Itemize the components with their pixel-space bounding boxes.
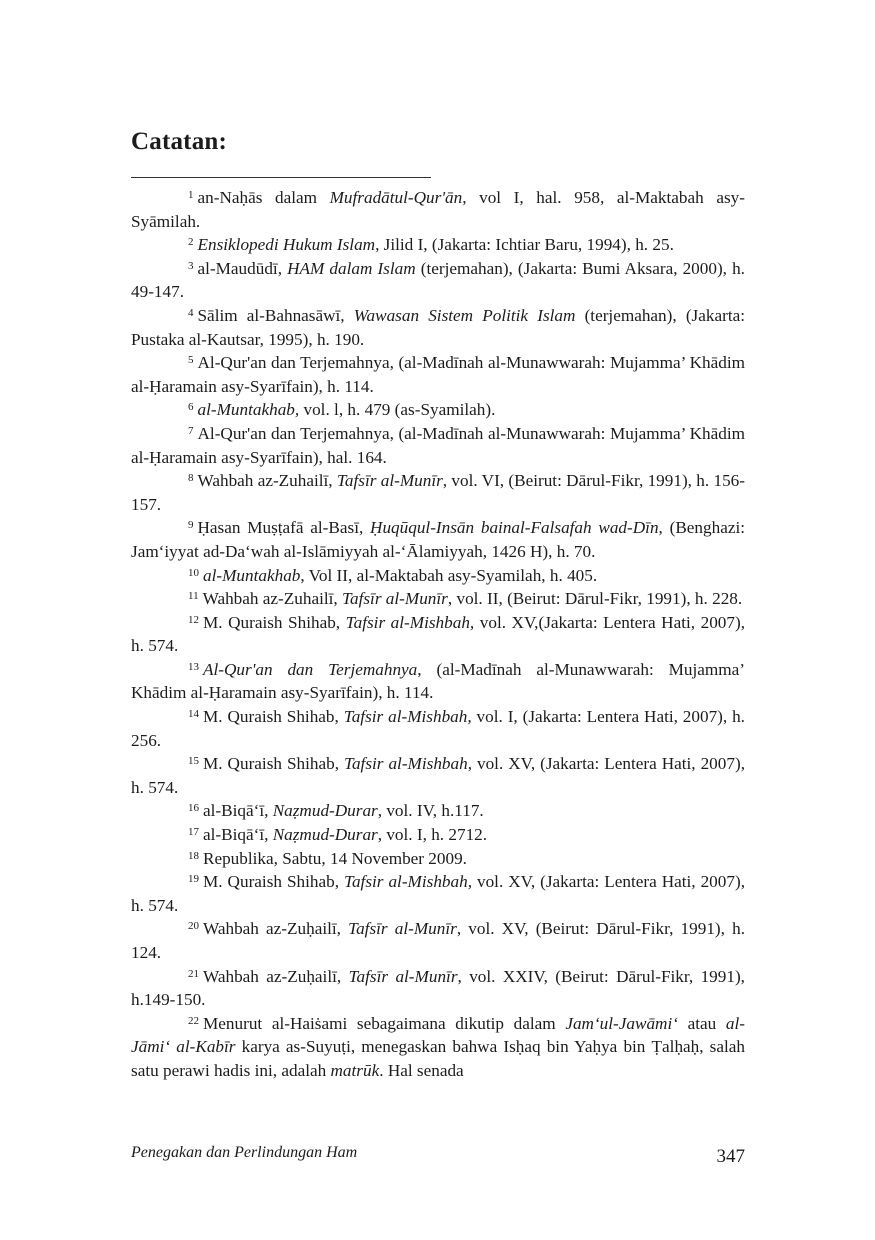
footnote-text: , (Benghazi: Jam‘iyyat ad-Da‘wah al-Islāmiyyah al-‘Ālamiyyah, 1426 H), h. 70. (131, 518, 746, 561)
footnote-number: 16 (188, 802, 199, 815)
footnote-10 (131, 564, 745, 588)
footnote-7 (131, 422, 745, 469)
footnote-21 (131, 965, 745, 1012)
footnote-text: al-Biqā‘ī, (203, 825, 273, 845)
footnote-number: 20 (188, 920, 199, 933)
footnote-text: M. Quraish Shihab, (203, 872, 344, 892)
footnote-title: al-Muntakhab (203, 565, 301, 585)
footnote-text: vol. XV, (Jakarta: Lentera Hati, 2007), h. 574. (131, 754, 745, 797)
footnote-3 (131, 257, 745, 304)
footnote-text: . Hal senada (379, 1060, 464, 1080)
footnote-number: 13 (188, 660, 199, 673)
footnote-text: vol. I, (Jakarta: Lentera Hati, 2007), h. 256. (131, 707, 745, 750)
footnote-title: Tafsir al-Mishbah, (343, 707, 472, 727)
footnote-number: 8 (188, 472, 194, 485)
footnote-text: Ḥasan Muṣṭafā al-Basī, (197, 518, 371, 538)
footnote-19 (131, 870, 745, 917)
footnote-5 (131, 351, 745, 398)
footnote-text: Al-Qur'an dan Terjemahnya, (al-Madīnah al-Munawwarah: Mujamma’ Khādim al-Ḥaramain asy-Syarīfain), hal. 164. (131, 423, 745, 467)
footnote-9 (131, 516, 745, 563)
footnote-number: 14 (188, 708, 199, 721)
footnote-title: al-Jāmi‘ al-Kabīr (131, 1013, 745, 1057)
footnote-text: , vol. I, h. 2712. (377, 825, 488, 845)
footnote-number: 10 (188, 566, 199, 579)
footnote-18 (131, 847, 745, 871)
footnote-text: Wahbah az-Zuhailī, (202, 589, 342, 609)
footnote-title: Wawasan Sistem Politik Islam (353, 305, 576, 325)
footnote-number: 15 (188, 755, 199, 768)
footnote-title: Tafsīr al-Munīr (348, 919, 457, 939)
page-number: 347 (716, 1146, 745, 1167)
footnote-number: 1 (188, 189, 194, 201)
footnote-13 (131, 658, 745, 705)
footnote-title: Tafsir al-Mishbah, (343, 754, 473, 774)
footnote-text: vol. l, h. 479 (as-Syamilah). (299, 400, 496, 420)
footnote-text: vol. XV,(Jakarta: Lentera Hati, 2007), h. 574. (131, 612, 745, 656)
footnote-text: vol. XV, (Jakarta: Lentera Hati, 2007), h. 574. (131, 872, 745, 915)
footnote-number: 7 (188, 424, 194, 437)
footnote-number: 6 (188, 401, 194, 414)
running-title: Penegakan dan Perlindungan Ham (131, 1144, 358, 1161)
footnote-text: atau (677, 1013, 726, 1033)
footnote-title: matrūk (330, 1060, 380, 1080)
footnote-number: 11 (188, 590, 199, 603)
footnote-8 (131, 469, 745, 516)
footnote-separator (131, 177, 431, 178)
footnote-text: , vol. IV, h.117. (377, 801, 484, 821)
footnote-15 (131, 752, 745, 799)
footnote-text: , vol. XXIV, (Beirut: Dārul-Fikr, 1991), h.149-150. (131, 966, 745, 1010)
footnote-text: , vol I, hal. 958, al-Maktabah asy-Syāmilah. (131, 188, 745, 231)
footnote-number: 18 (188, 849, 199, 862)
footnote-text: (terjemahan), (Jakarta: Bumi Aksara, 2000), h. 49-147. (131, 258, 745, 302)
footnote-text: , Vol II, al-Maktabah asy-Syamilah, h. 405. (300, 565, 598, 585)
footnote-number: 19 (188, 873, 199, 886)
footnote-title: Tafsīr al-Munīr (342, 589, 448, 609)
footnote-20 (131, 917, 745, 964)
footnote-number: 12 (188, 613, 199, 626)
footnote-text: al-Maudūdī, (197, 258, 288, 278)
footnote-text: al-Biqā‘ī, (203, 801, 273, 821)
footnote-title: Naẓmud-Durar (272, 825, 378, 845)
footnote-text: , Jilid I, (Jakarta: Ichtiar Baru, 1994), h. 25. (375, 235, 674, 255)
footnote-text: an-Naḥās dalam (197, 188, 330, 207)
footnote-title: Al-Qur'an dan Terjemahnya (203, 659, 418, 679)
footnote-text: (terjemahan), (Jakarta: Pustaka al-Kautsar, 1995), h. 190. (131, 305, 745, 349)
footnote-title: HAM dalam Islam (287, 258, 416, 278)
footnote-11 (131, 587, 745, 611)
footnote-text: M. Quraish Shihab, (203, 707, 344, 727)
footnote-text: , vol. VI, (Beirut: Dārul-Fikr, 1991), h. 156-157. (131, 471, 745, 514)
page-heading: Catatan: (131, 128, 228, 155)
footnote-title: Naẓmud-Durar (272, 801, 378, 821)
footnote-title: Tafsīr al-Munīr (348, 966, 458, 986)
footnote-text: , (al-Madīnah al-Munawwarah: Mujamma’ Khādim al-Ḥaramain asy-Syarīfain), h. 114. (131, 659, 745, 703)
footnote-22 (131, 1012, 745, 1083)
footnote-title: Tafsir al-Mishbah, (345, 612, 475, 632)
footnote-text: Wahbah az-Zuḥailī, (203, 966, 349, 986)
footnote-1 (131, 186, 745, 233)
footnote-title: al-Muntakhab, (197, 400, 300, 420)
footnote-number: 9 (188, 519, 194, 532)
footnote-text: Menurut al-Haiṡami sebagaimana dikutip dalam (203, 1013, 566, 1033)
footnote-text: Wahbah az-Zuhailī, (197, 471, 337, 491)
footnote-title: Mufradātul-Qur'ān (329, 188, 463, 207)
footnote-title: Tafsīr al-Munīr (336, 471, 443, 491)
footnote-text: karya as-Suyuṭi, menegaskan bahwa Isḥaq bin Yaḥya bin Ṭalḥaḥ, salah satu perawi hadis ini, adalah (131, 1037, 746, 1080)
footnote-text: , vol. XV, (Beirut: Dārul-Fikr, 1991), h. 124. (131, 919, 745, 962)
footnote-17 (131, 823, 745, 847)
footnote-number: 21 (188, 967, 199, 980)
footnote-text: Al-Qur'an dan Terjemahnya, (al-Madīnah al-Munawwarah: Mujamma’ Khādim al-Ḥaramain asy-Syarīfain), h. 114. (131, 353, 745, 396)
footnote-6 (131, 398, 745, 422)
footnote-text: M. Quraish Shihab, (203, 612, 346, 632)
footnote-14 (131, 705, 745, 752)
footnote-text: M. Quraish Shihab, (203, 754, 344, 774)
page-footer (131, 1144, 745, 1167)
footnotes (131, 186, 745, 1083)
footnote-12 (131, 611, 745, 658)
footnote-number: 4 (188, 306, 194, 319)
footnote-4 (131, 304, 745, 351)
footnote-text: Wahbah az-Zuḥailī, (203, 919, 349, 939)
footnote-2 (131, 233, 745, 257)
footnote-number: 5 (188, 354, 194, 367)
footnote-title: Ḥuqūqul-Insān bainal-Falsafah wad-Dīn (370, 518, 659, 538)
footnote-title: Ensiklopedi Hukum Islam (197, 235, 376, 255)
footnote-title: Jam‘ul-Jawāmi‘ (565, 1013, 678, 1033)
footnote-16 (131, 799, 745, 823)
footnote-text: Republika, Sabtu, 14 November 2009. (203, 848, 467, 868)
footnote-text: Sālim al-Bahnasāwī, (197, 305, 354, 325)
footnote-number: 2 (188, 236, 194, 249)
footnote-text: , vol. II, (Beirut: Dārul-Fikr, 1991), h. 228. (447, 589, 743, 609)
footnote-title: Tafsir al-Mishbah, (343, 872, 473, 892)
footnote-number: 17 (188, 826, 199, 839)
footnote-number: 22 (188, 1014, 199, 1027)
footnote-number: 3 (188, 259, 194, 272)
